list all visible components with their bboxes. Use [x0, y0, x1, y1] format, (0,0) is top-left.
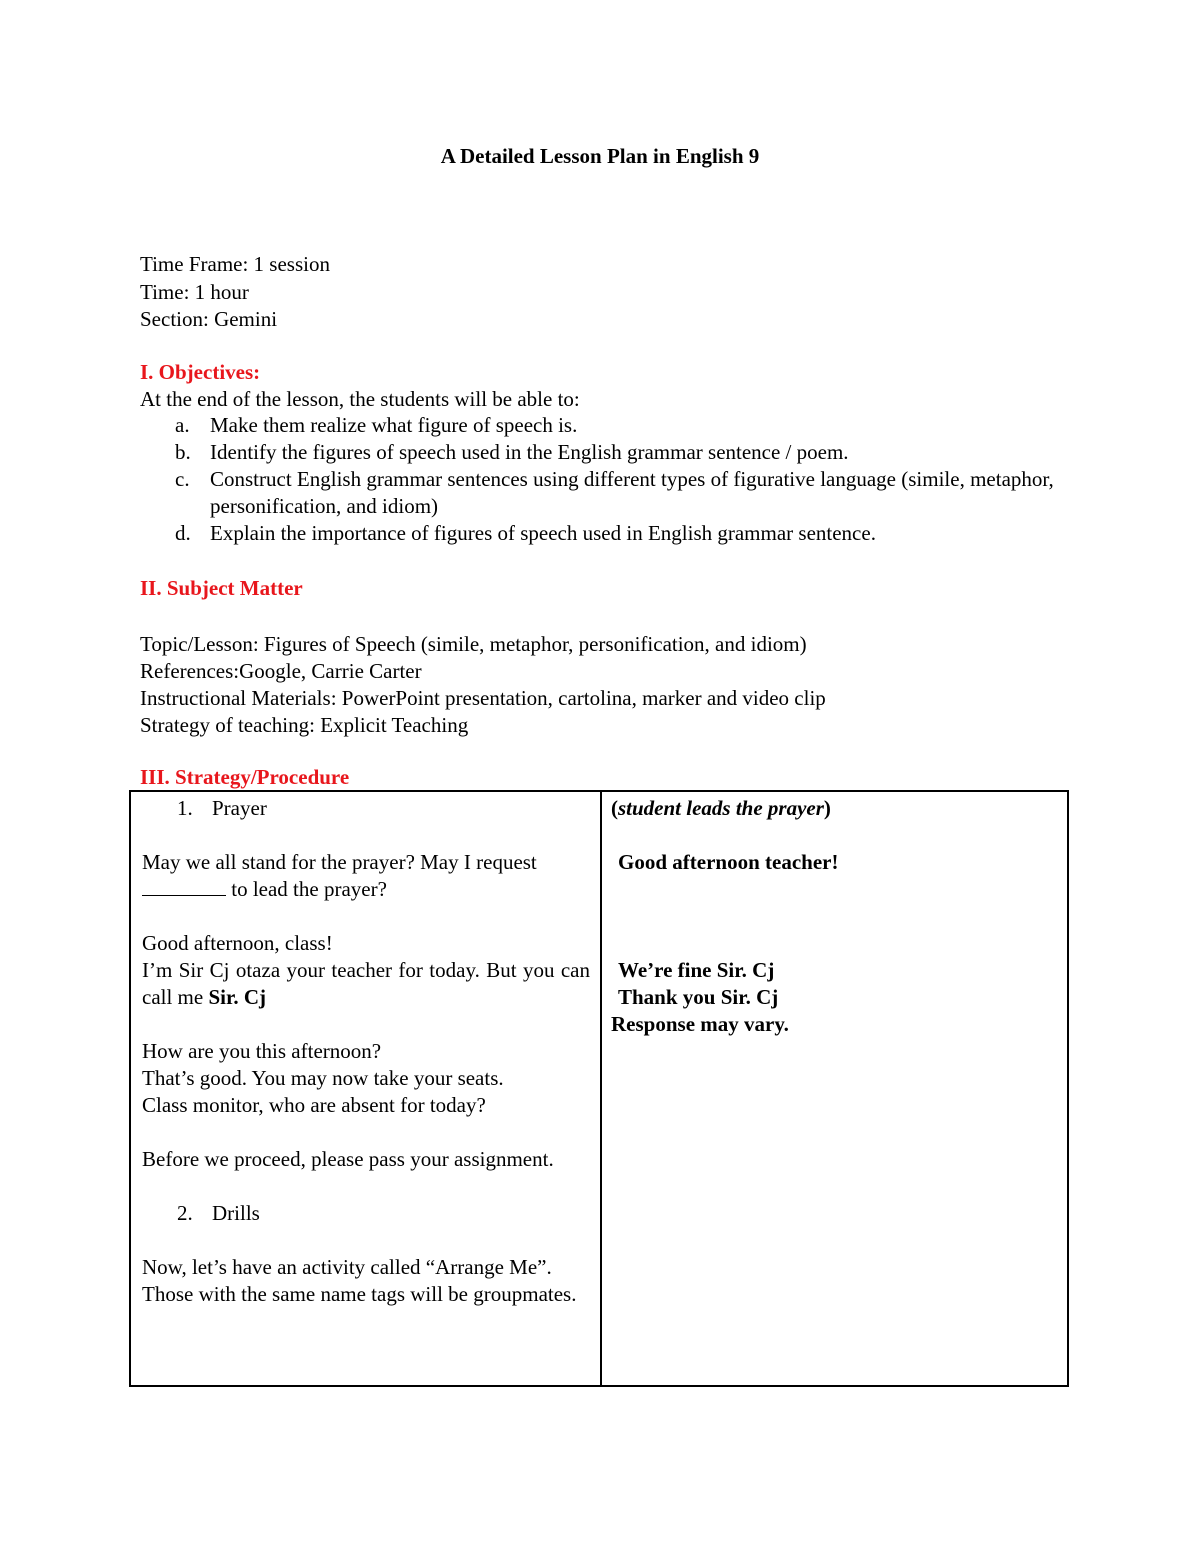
student-prayer-note: [611, 795, 1051, 822]
objective-marker: a.: [175, 413, 190, 437]
teacher-column: [142, 795, 590, 1308]
drills-number: 2.: [177, 1201, 193, 1225]
groupmates-instruction: Those with the same name tags will be groupmates.: [142, 1282, 577, 1306]
objective-item: [140, 466, 1070, 520]
subject-matter-heading: II. Subject Matter: [140, 576, 303, 600]
objective-marker: b.: [175, 440, 191, 464]
prayer-request: [142, 849, 590, 903]
objective-text: Explain the importance of figures of speech used in English grammar sentence.: [210, 521, 876, 545]
time: Time: 1 hour: [140, 279, 249, 304]
prayer-request-line1: May we all stand for the prayer? May I request: [142, 850, 537, 874]
prayer-item: [142, 795, 590, 822]
student-prayer-text: student leads the prayer: [618, 796, 824, 820]
objective-text: Identify the figures of speech used in the English grammar sentence / poem.: [210, 440, 849, 464]
topic: Topic/Lesson: Figures of Speech (simile, metaphor, personification, and idiom): [140, 632, 807, 656]
section: Section: Gemini: [140, 307, 278, 331]
objective-text: Make them realize what figure of speech is.: [210, 413, 578, 437]
paren-close: ): [823, 796, 831, 820]
objective-marker: d.: [175, 521, 191, 545]
document-title: A Detailed Lesson Plan in English 9: [440, 144, 760, 168]
teacher-name: Sir. Cj: [208, 985, 267, 1009]
objective-item: [140, 520, 1070, 547]
prayer-request-text: to lead the prayer?: [231, 877, 387, 901]
drills-label: Drills: [212, 1201, 260, 1225]
time-frame: Time Frame: 1 session: [140, 252, 330, 276]
student-thanks-reply: Thank you Sir. Cj: [618, 985, 779, 1009]
fill-in-blank: [142, 876, 226, 896]
how-are-you: How are you this afternoon?: [142, 1039, 382, 1063]
student-column: [611, 795, 1051, 1038]
drills-item: [142, 1200, 590, 1227]
student-response: Response may vary.: [611, 1012, 789, 1036]
objectives-list: [140, 412, 1070, 547]
lesson-meta: [140, 251, 330, 334]
intro-text: I’m Sir Cj otaza your teacher for today. But you can call me: [142, 958, 590, 1009]
instructional-materials: Instructional Materials: PowerPoint presentation, cartolina, marker and video clip: [140, 686, 826, 710]
paren-open: (: [611, 796, 618, 820]
prayer-request-line2: [142, 876, 590, 903]
teacher-introduction: [142, 957, 590, 1011]
column-divider: [600, 792, 602, 1385]
procedure-table: [129, 790, 1069, 1387]
subject-matter-details: [140, 631, 826, 739]
objective-item: [140, 412, 1070, 439]
take-seats: That’s good. You may now take your seats.: [142, 1066, 504, 1090]
assignment-instruction: Before we proceed, please pass your assignment.: [142, 1147, 554, 1171]
procedure-heading: III. Strategy/Procedure: [140, 765, 350, 789]
prayer-number: 1.: [177, 796, 193, 820]
student-fine-reply: We’re fine Sir. Cj: [618, 958, 775, 982]
objectives-heading: I. Objectives:: [140, 360, 261, 384]
absent-question: Class monitor, who are absent for today?: [142, 1093, 486, 1117]
student-greeting-reply: Good afternoon teacher!: [618, 850, 839, 874]
objective-text: Construct English grammar sentences using different types of figurative language (simile, metaphor, personification, and idiom): [210, 467, 1054, 518]
activity-instruction: Now, let’s have an activity called “Arrange Me”.: [142, 1255, 552, 1279]
references: References:Google, Carrie Carter: [140, 659, 422, 683]
teaching-strategy: Strategy of teaching: Explicit Teaching: [140, 713, 469, 737]
objective-item: [140, 439, 1070, 466]
objective-marker: c.: [175, 467, 190, 491]
objectives-intro: At the end of the lesson, the students will be able to:: [140, 387, 580, 411]
prayer-label: Prayer: [212, 796, 267, 820]
teacher-greeting: Good afternoon, class!: [142, 931, 333, 955]
